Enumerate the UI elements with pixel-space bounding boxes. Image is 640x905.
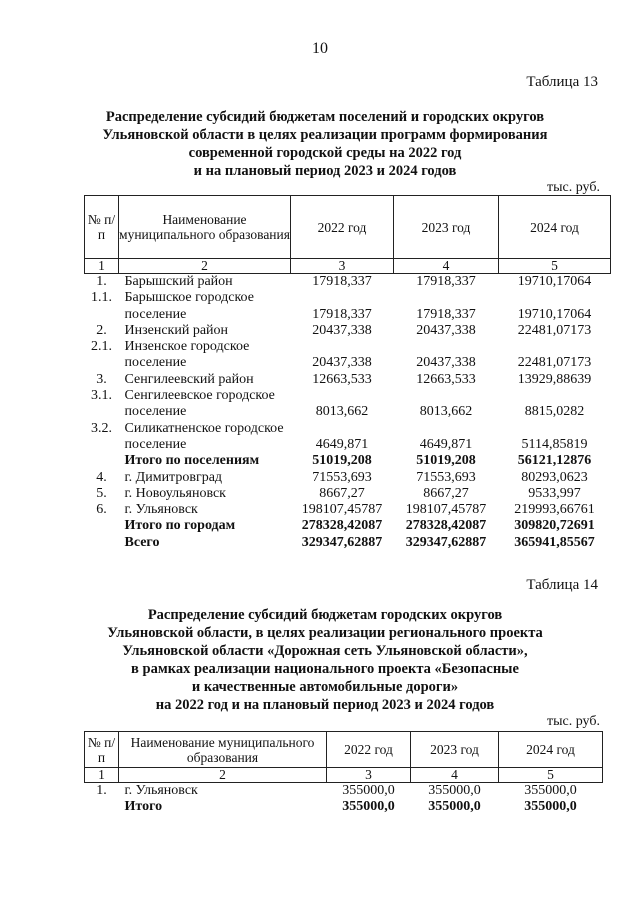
title-line: Ульяновской области, в целях реализации регионального проекта: [107, 625, 543, 641]
value-2024: 309820,72691: [514, 518, 595, 534]
title-line: на 2022 год и на плановый период 2023 и 2024 годов: [155, 697, 495, 713]
row-name: Всего: [124, 534, 160, 550]
table-row: [85, 339, 611, 372]
value-2023: 355000,0: [428, 799, 481, 815]
header-2023: 2023 год: [411, 732, 499, 768]
title-line: Ульяновской области «Дорожная сеть Ульяновской области»,: [122, 643, 528, 659]
header-number: № п/п: [85, 196, 119, 259]
table-row: [85, 502, 611, 518]
row-name: г. Димитровград: [124, 469, 223, 485]
table-row: [85, 470, 611, 486]
value-2024: 355000,0: [524, 783, 577, 798]
value-2023: 20437,338: [416, 355, 476, 371]
table-13: [84, 195, 611, 551]
header-2022: 2022 год: [291, 196, 394, 259]
index-cell: 2: [119, 259, 291, 274]
value-2022: 12663,533: [312, 371, 372, 387]
title-line: и качественные автомобильные дороги»: [191, 679, 459, 695]
table-row: [85, 421, 611, 454]
table-13-label: Таблица 13: [526, 74, 598, 90]
value-2023: 71553,693: [416, 469, 476, 485]
value-2022: 355000,0: [342, 799, 395, 815]
page-number: 10: [312, 40, 328, 57]
table-row: [85, 518, 611, 534]
value-2024: 9533,997: [528, 485, 581, 501]
index-cell: 3: [327, 768, 411, 783]
row-number: 3.: [96, 371, 107, 387]
value-2023: 17918,337: [416, 274, 476, 289]
value-2022: 8013,662: [315, 404, 369, 420]
table-14: [84, 731, 603, 816]
value-2024: 365941,85567: [514, 534, 595, 550]
value-2024: 13929,88639: [517, 371, 592, 387]
row-number: 2.1.: [91, 339, 112, 355]
title-line: Ульяновской области в целях реализации программ формирования: [102, 127, 548, 143]
row-number: 3.1.: [91, 388, 112, 404]
row-number: 1.1.: [91, 290, 112, 306]
row-number: 5.: [96, 485, 107, 501]
value-2022: 278328,42087: [301, 518, 383, 534]
value-2023: 329347,62887: [405, 534, 487, 550]
header-name: Наименование муниципального образования: [119, 732, 327, 768]
row-number: 1.: [96, 274, 107, 289]
value-2022: 20437,338: [312, 322, 372, 338]
value-2022: 17918,337: [312, 274, 372, 289]
row-name: Итого: [124, 799, 163, 815]
table-row: [85, 453, 611, 469]
index-cell: 2: [119, 768, 327, 783]
header-2024: 2024 год: [499, 196, 611, 259]
header-name: Наименование муниципального образования: [119, 196, 291, 259]
row-name: г. Ульяновск: [124, 783, 198, 798]
index-cell: 4: [411, 768, 499, 783]
table-row: [85, 274, 611, 291]
row-number: [85, 535, 119, 551]
table-14-unit: тыс. руб.: [547, 714, 600, 729]
value-2023: 198107,45787: [405, 502, 487, 518]
value-2023: 278328,42087: [405, 518, 487, 534]
table-row: [85, 486, 611, 502]
value-2023: 17918,337: [416, 306, 476, 322]
value-2024: 22481,07173: [517, 355, 592, 371]
table-14-title: [60, 606, 590, 714]
value-2023: 8667,27: [423, 485, 469, 501]
table-13-unit: тыс. руб.: [547, 180, 600, 195]
title-line: в рамках реализации национального проекта «Безопасные: [131, 661, 519, 677]
value-2023: 51019,208: [416, 453, 476, 469]
row-name: г. Новоульяновск: [124, 485, 226, 501]
value-2023: 12663,533: [416, 371, 476, 387]
value-2023: 4649,871: [419, 436, 473, 452]
title-line: современной городской среды на 2022 год: [188, 145, 462, 161]
header-number: № п/п: [85, 732, 119, 768]
value-2023: 20437,338: [416, 322, 476, 338]
value-2022: 329347,62887: [301, 534, 383, 550]
value-2023: 8013,662: [419, 404, 473, 420]
value-2024: 19710,17064: [517, 274, 592, 289]
row-name: Барышское городское поселение: [124, 290, 254, 322]
index-cell: 1: [85, 259, 119, 274]
value-2022: 198107,45787: [301, 502, 383, 518]
value-2022: 51019,208: [312, 453, 372, 469]
table-row: [85, 535, 611, 551]
table-13-title: [60, 108, 590, 180]
value-2024: 80293,0623: [521, 469, 588, 485]
row-name: Итого по поселениям: [124, 453, 260, 469]
table-row: [85, 783, 603, 800]
value-2024: 22481,07173: [517, 322, 592, 338]
row-name: Сенгилеевский район: [124, 371, 254, 387]
value-2024: 56121,12876: [517, 453, 592, 469]
value-2024: 355000,0: [524, 799, 577, 815]
row-number: [85, 518, 119, 534]
header-2023: 2023 год: [394, 196, 499, 259]
row-name: Барышский район: [124, 274, 233, 289]
row-number: [85, 799, 119, 815]
value-2023: 355000,0: [428, 783, 481, 798]
row-name: г. Ульяновск: [124, 502, 198, 518]
index-cell: 5: [499, 259, 611, 274]
title-line: Распределение субсидий бюджетам поселений и городских округов: [105, 109, 545, 125]
table-row: [85, 388, 611, 421]
value-2024: 219993,66761: [514, 502, 595, 518]
row-name: Инзенский район: [124, 322, 229, 338]
value-2024: 5114,85819: [521, 436, 588, 452]
row-number: 2.: [96, 322, 107, 338]
value-2022: 20437,338: [312, 355, 372, 371]
value-2022: 71553,693: [312, 469, 372, 485]
title-line: Распределение субсидий бюджетам городских округов: [147, 607, 503, 623]
table-row: [85, 372, 611, 388]
header-2022: 2022 год: [327, 732, 411, 768]
value-2024: 19710,17064: [517, 306, 592, 322]
row-name: Итого по городам: [124, 518, 236, 534]
table-row: [85, 290, 611, 323]
index-cell: 4: [394, 259, 499, 274]
row-number: 1.: [96, 783, 107, 798]
row-name: Сенгилеевское городское поселение: [124, 388, 275, 420]
index-cell: 1: [85, 768, 119, 783]
row-name: Силикатненское городское поселение: [124, 420, 284, 452]
index-cell: 5: [499, 768, 603, 783]
table-row: [85, 323, 611, 339]
table-14-label: Таблица 14: [526, 577, 598, 593]
header-2024: 2024 год: [499, 732, 603, 768]
value-2022: 355000,0: [342, 783, 395, 798]
value-2024: 8815,0282: [524, 404, 585, 420]
index-cell: 3: [291, 259, 394, 274]
row-name: Инзенское городское поселение: [124, 339, 250, 371]
value-2022: 17918,337: [312, 306, 372, 322]
row-number: 3.2.: [91, 420, 112, 436]
value-2022: 8667,27: [319, 485, 365, 501]
row-number: 6.: [96, 502, 107, 518]
table-row: [85, 799, 603, 815]
title-line: и на плановый период 2023 и 2024 годов: [193, 163, 457, 179]
row-number: 4.: [96, 469, 107, 485]
value-2022: 4649,871: [315, 436, 369, 452]
row-number: [85, 453, 119, 469]
